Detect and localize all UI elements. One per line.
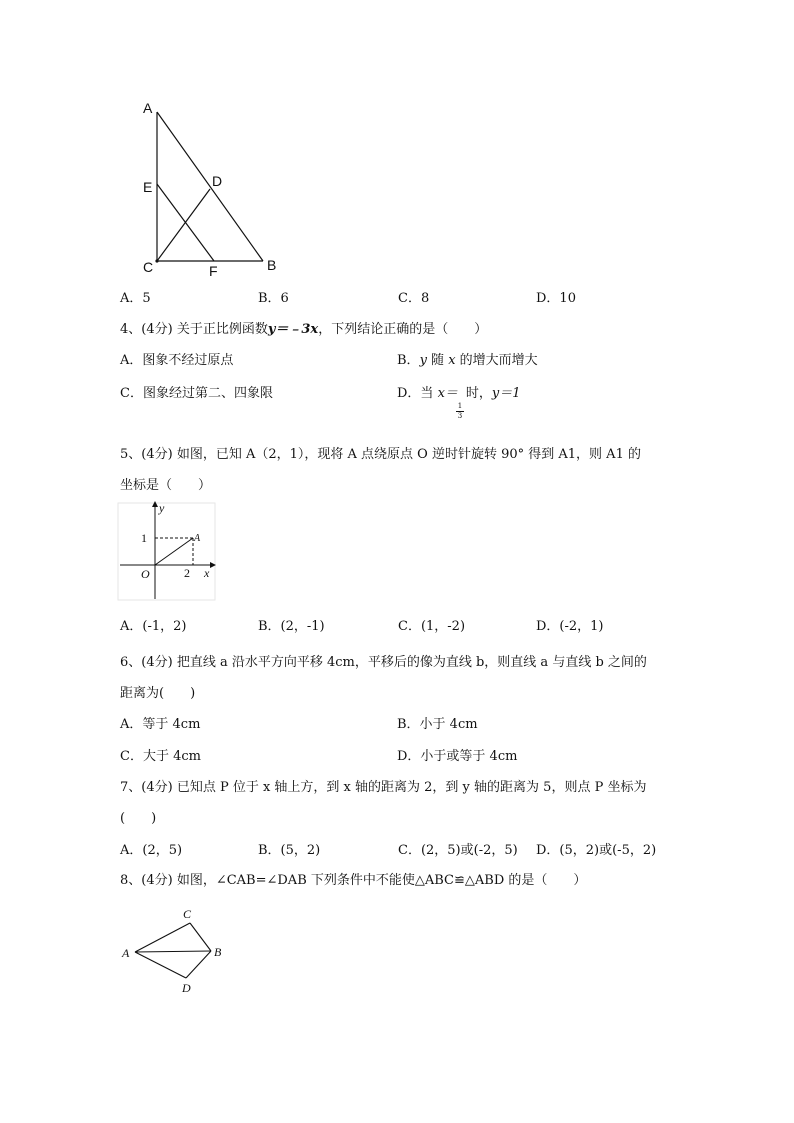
label-c: C <box>183 907 192 921</box>
q7-option-a[interactable]: A．(2，5) <box>120 843 183 858</box>
q5-option-d[interactable]: D．(-2，1) <box>536 619 604 634</box>
label-d: D <box>212 173 223 189</box>
label-b: B <box>214 945 222 959</box>
figure-q8-quadrilateral <box>118 903 233 998</box>
segment-ab <box>135 951 211 952</box>
figure-q3-triangle <box>140 95 290 285</box>
q3-option-b[interactable]: B．6 <box>258 291 289 306</box>
q6-stem-line2: 距离为( ) <box>120 686 196 701</box>
segment-cb <box>190 923 211 951</box>
label-y: y <box>159 501 165 515</box>
q3-option-a[interactable]: A．5 <box>120 291 151 306</box>
q6-option-d[interactable]: D．小于或等于 4cm <box>397 749 518 764</box>
q6-stem-line1: 6、(4分) 把直线 a 沿水平方向平移 4cm，平移后的像为直线 b，则直线 a 与直线 b 之间的 <box>120 655 647 670</box>
label-o: O <box>141 567 150 581</box>
segment-oa <box>155 538 193 565</box>
q4-option-d[interactable]: D．当 x＝ 时，y＝1 <box>397 386 521 401</box>
segment-ad <box>135 952 186 978</box>
q4-option-b[interactable]: B．y 随 x 的增大而增大 <box>397 353 538 368</box>
q3-option-c[interactable]: C．8 <box>398 291 430 306</box>
q4-option-a[interactable]: A．图象不经过原点 <box>120 353 234 368</box>
figure-q5-coordinate <box>118 503 218 601</box>
q5-stem-line1: 5、(4分) 如图，已知 A（2，1），现将 A 点绕原点 O 逆时针旋转 90° 得到 A1，则 A1 的 <box>120 447 641 462</box>
q6-option-b[interactable]: B．小于 4cm <box>397 717 478 732</box>
q5-option-b[interactable]: B．(2，-1) <box>258 619 325 634</box>
q8-stem: 8、(4分) 如图，∠CAB=∠DAB 下列条件中不能使△ABC≌△ABD 的是（ ） <box>120 873 587 888</box>
q4-option-c[interactable]: C．图象经过第二、四象限 <box>120 386 273 401</box>
label-2: 2 <box>184 566 190 580</box>
q5-option-c[interactable]: C．(1，-2) <box>398 619 466 634</box>
q6-option-c[interactable]: C．大于 4cm <box>120 749 201 764</box>
q3-option-d[interactable]: D．10 <box>536 291 576 306</box>
q4-fraction <box>456 403 464 420</box>
label-a: A <box>143 100 153 116</box>
q7-option-c[interactable]: C．(2，5)或(-2，5) <box>398 843 518 858</box>
label-a: A <box>122 946 130 960</box>
label-a: A <box>194 533 201 544</box>
label-d: D <box>182 981 191 995</box>
label-f: F <box>209 263 218 279</box>
segment-cd <box>157 189 210 261</box>
label-c: C <box>143 259 154 275</box>
label-1: 1 <box>141 531 147 545</box>
q7-option-d[interactable]: D．(5，2)或(-5，2) <box>536 843 657 858</box>
segment-db <box>186 951 211 978</box>
segment-ac <box>135 923 190 952</box>
q5-option-a[interactable]: A．(-1，2) <box>120 619 187 634</box>
label-e: E <box>143 179 153 195</box>
q7-stem-line1: 7、(4分) 已知点 P 位于 x 轴上方，到 x 轴的距离为 2，到 y 轴的距离为 5，则点 P 坐标为 <box>120 780 647 795</box>
frac-denominator: 3 <box>457 412 463 420</box>
label-b: B <box>267 257 277 273</box>
q6-option-a[interactable]: A．等于 4cm <box>120 717 201 732</box>
q5-stem-line2: 坐标是（ ） <box>120 478 212 493</box>
q7-stem-line2: ( ) <box>120 811 157 826</box>
frac-numerator: 1 <box>457 402 463 410</box>
q7-option-b[interactable]: B．(5，2) <box>258 843 321 858</box>
q4-stem: 4、(4分) 关于正比例函数y＝﹣3x，下列结论正确的是（ ） <box>120 322 488 337</box>
label-x: x <box>204 566 210 580</box>
